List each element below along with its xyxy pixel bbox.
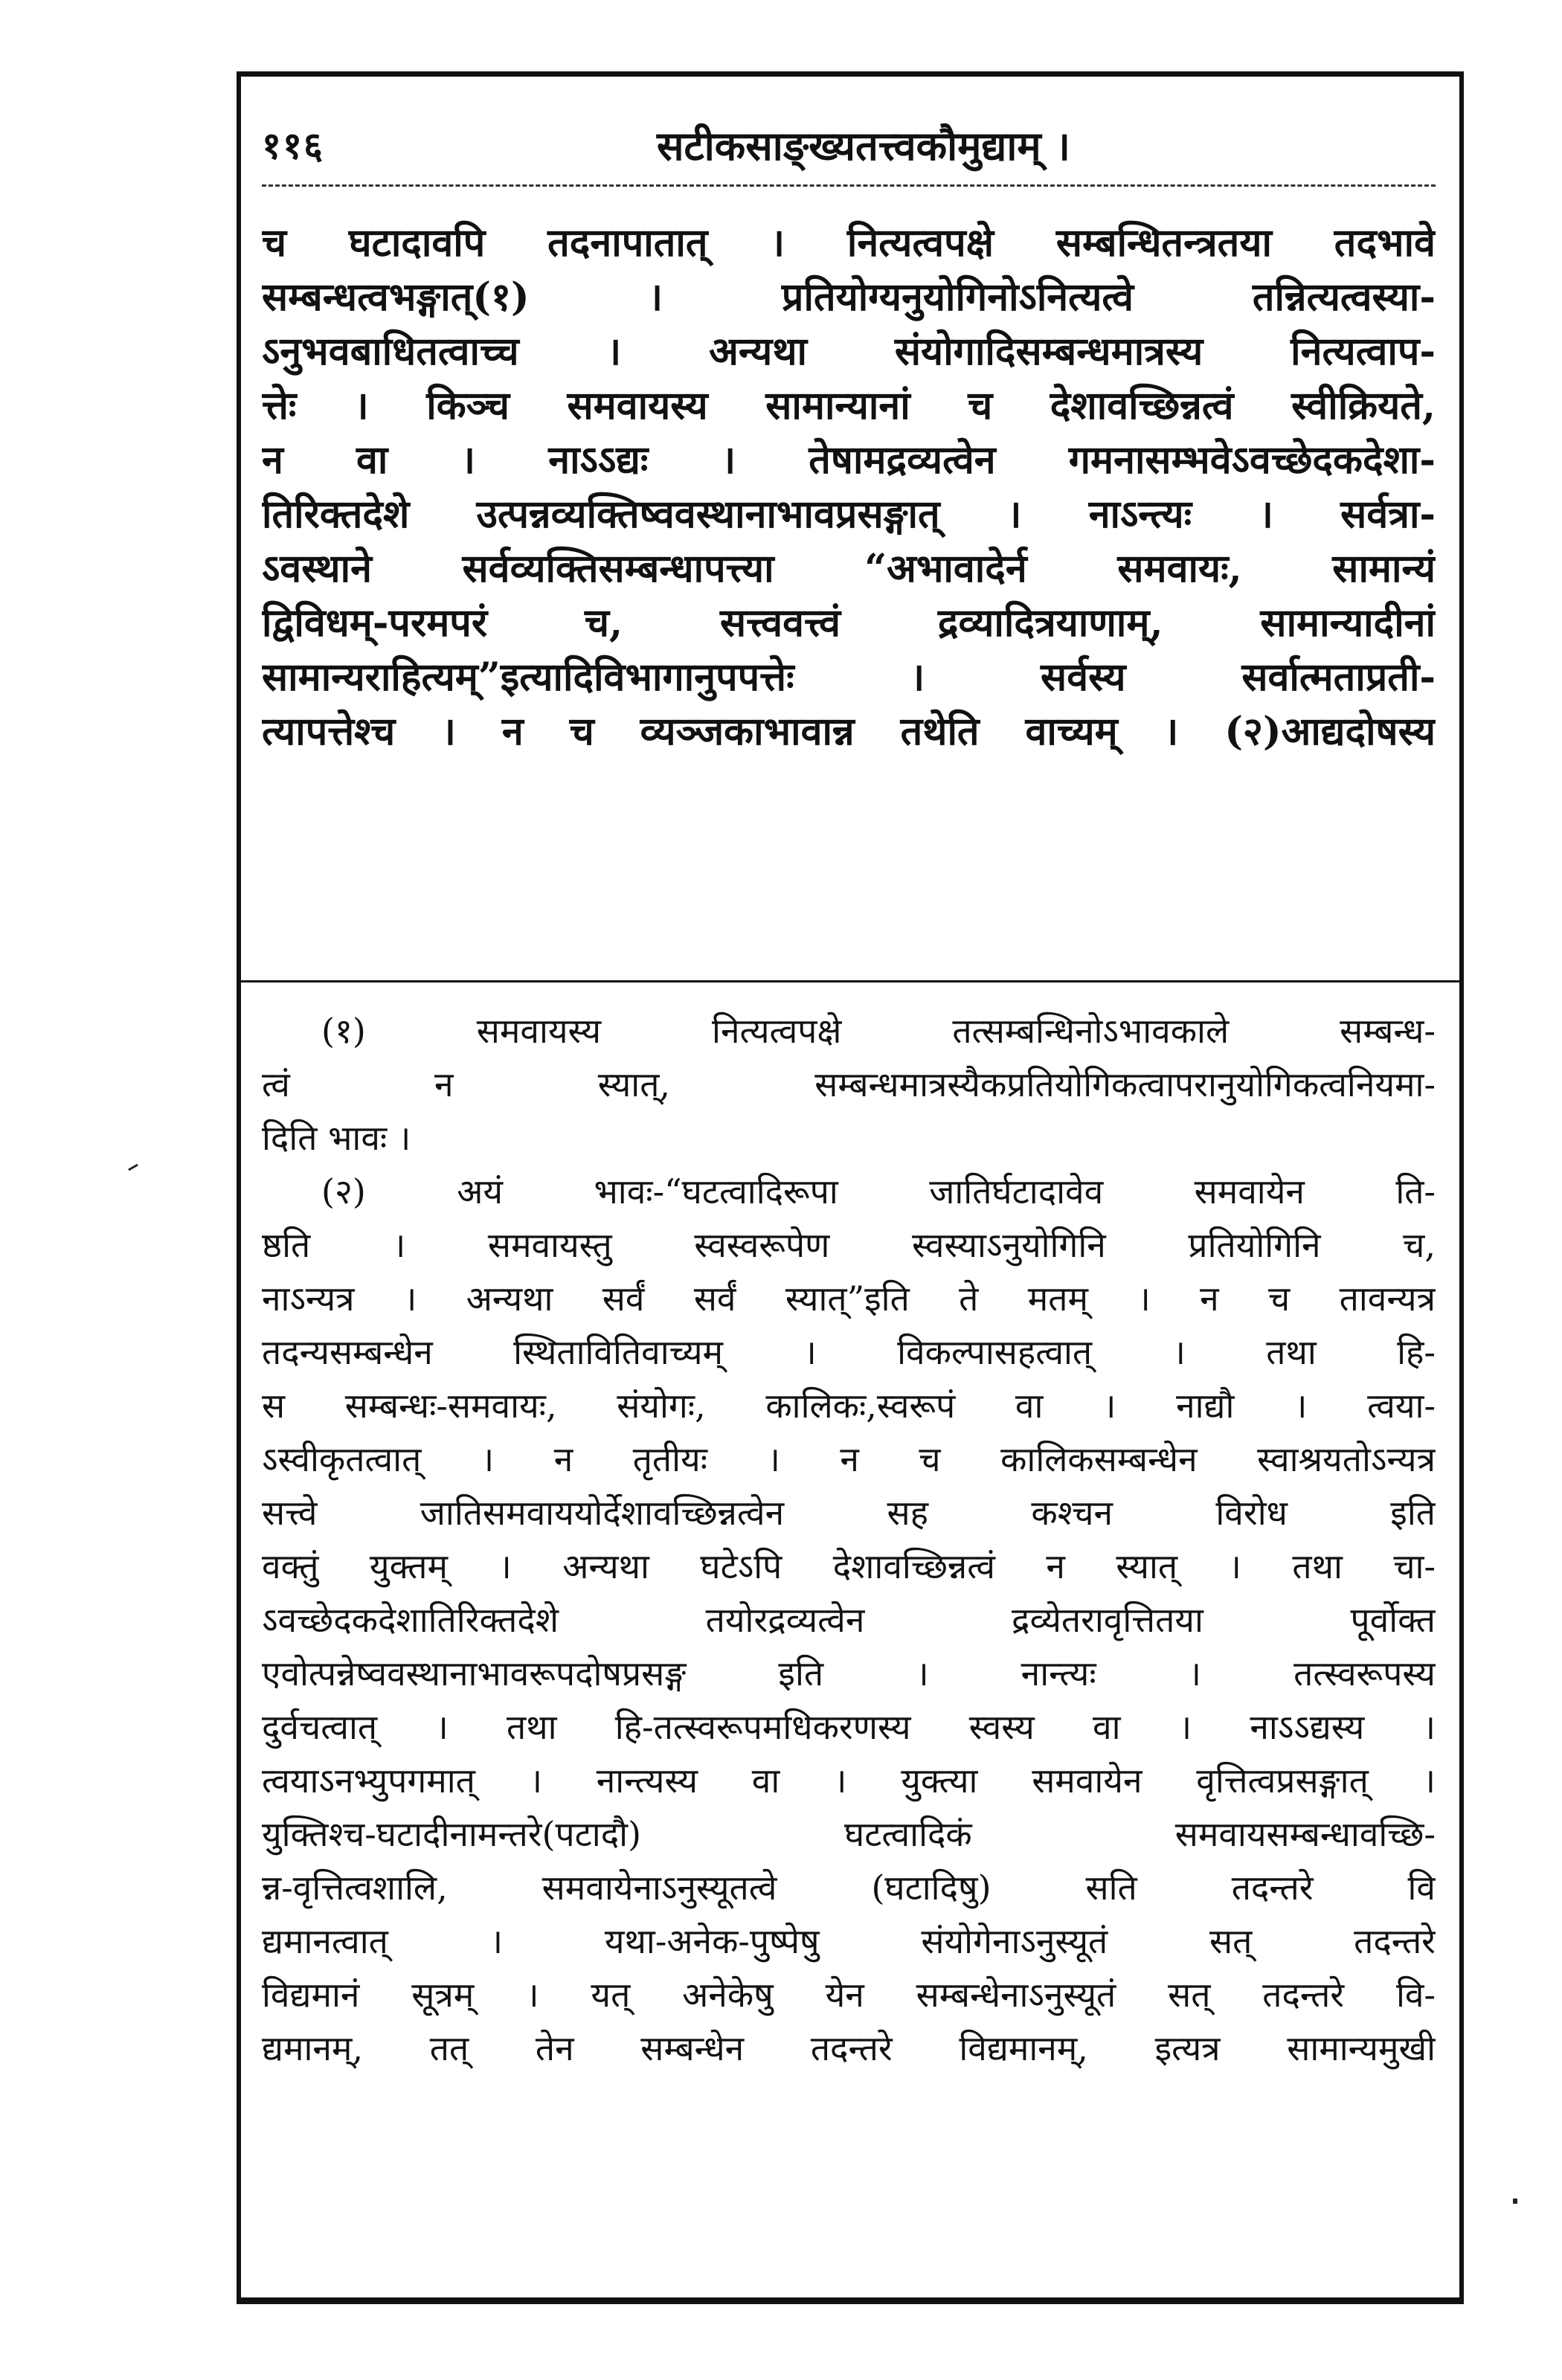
footnote-line: त्वयाऽनभ्युपगमात् । नान्त्यस्य वा । युक्त्या समवायेन वृत्तित्वप्रसङ्गात् ।	[262, 1760, 1436, 1801]
footnote-line: ष्ठति । समवायस्तु स्वस्वरूपेण स्वस्याऽनुयोगिनि प्रतियोगिनि च,	[262, 1225, 1436, 1265]
main-text-line: तिरिक्तदेशे उत्पन्नव्यक्तिष्ववस्थानाभावप्रसङ्गात् । नाऽन्त्यः । सर्वत्रा-	[262, 492, 1436, 537]
main-text-line: त्यापत्तेश्च । न च व्यञ्जकाभावान्न तथेति वाच्यम् । (२)आद्यदोषस्य	[262, 709, 1436, 754]
footnote-line: वक्तुं युक्तम् । अन्यथा घटेऽपि देशावच्छिन्नत्वं न स्यात् । तथा चा-	[262, 1546, 1436, 1586]
footnotes	[262, 1004, 1436, 2075]
scan-mark	[1513, 2199, 1517, 2204]
page-header	[262, 110, 1436, 178]
footnote-line: तदन्यसम्बन्धेन स्थितावितिवाच्यम् । विकल्पासहत्वात् । तथा हि-	[262, 1332, 1436, 1372]
footnote-line: नाऽन्यत्र । अन्यथा सर्वं सर्वं स्यात्”इति ते मतम् । न च तावन्यत्र	[262, 1279, 1436, 1319]
main-text-line: च घटादावपि तदनापातात् । नित्यत्वपक्षे सम्बन्धितन्त्रतया तदभावे	[262, 220, 1436, 266]
header-rule	[262, 184, 1436, 187]
footnote-line: विद्यमानं सूत्रम् । यत् अनेकेषु येन सम्बन्धेनाऽनुस्यूतं सत् तदन्तरे वि-	[262, 1975, 1436, 2015]
footnote-line: त्वं न स्यात्, सम्बन्धमात्रस्यैकप्रतियोगिकत्वापरानुयोगिकत्वनियमा-	[262, 1064, 1436, 1104]
main-text-line: न वा । नाऽऽद्यः । तेषामद्रव्यत्वेन गमनासम्भवेऽवच्छेदकदेशा-	[262, 437, 1436, 483]
footnote-line: युक्तिश्च-घटादीनामन्तरे(पटादौ) घटत्वादिकं समवायसम्बन्धावच्छि-	[262, 1814, 1436, 1854]
footnote-line: दिति भावः ।	[262, 1118, 411, 1158]
main-text	[262, 216, 1436, 759]
footnote-line: (१) समवायस्य नित्यत्वपक्षे तत्सम्बन्धिनोऽभावकाले सम्बन्ध-	[321, 1011, 1436, 1051]
footnote-line: दुर्वचत्वात् । तथा हि-तत्स्वरूपमधिकरणस्य स्वस्य वा । नाऽऽद्यस्य ।	[262, 1707, 1436, 1747]
main-text-line: द्विविधम्-परमपरं च, सत्त्ववत्त्वं द्रव्यादित्रयाणाम्, सामान्यादीनां	[262, 600, 1436, 646]
main-text-line: ऽवस्थाने सर्वव्यक्तिसम्बन्धापत्त्या “अभावादेर्न समवायः, सामान्यं	[262, 546, 1436, 591]
running-title: सटीकसाङ्ख्यतत्त्वकौमुद्याम् ।	[657, 122, 1070, 170]
main-text-line: त्तेः । किञ्च समवायस्य सामान्यानां च देशावच्छिन्नत्वं स्वीक्रियते,	[262, 383, 1436, 428]
footnote-line: द्यमानत्वात् । यथा-अनेक-पुष्पेषु संयोगेनाऽनुस्यूतं सत् तदन्तरे	[262, 1921, 1436, 1961]
main-text-line: सम्बन्धत्वभङ्गात्(१) । प्रतियोग्यनुयोगिनोऽनित्यत्वे तन्नित्यत्वस्या-	[262, 274, 1436, 320]
page-number: ११६	[262, 123, 324, 167]
footnote-rule	[237, 980, 1464, 982]
scan-mark	[128, 1164, 138, 1171]
main-text-line: सामान्यराहित्यम्”इत्यादिविभागानुपपत्तेः । सर्वस्य सर्वात्मताप्रती-	[262, 654, 1436, 700]
footnote-line: (२) अयं भावः-“घटत्वादिरूपा जातिर्घटादावेव समवायेन ति-	[321, 1171, 1436, 1212]
footnote-line: न्न-वृत्तित्वशालि, समवायेनाऽनुस्यूतत्वे (घटादिषु) सति तदन्तरे वि	[262, 1868, 1436, 1908]
main-text-line: ऽनुभवबाधितत्वाच्च । अन्यथा संयोगादिसम्बन्धमात्रस्य नित्यत्वाप-	[262, 329, 1436, 374]
footnote-line: ऽवच्छेदकदेशातिरिक्तदेशे तयोरद्रव्यत्वेन द्रव्येतरावृत्तितया पूर्वोक्त	[262, 1600, 1436, 1640]
footnote-line: सत्त्वे जातिसमवाययोर्देशावच्छिन्नत्वेन सह कश्चन विरोध इति	[262, 1493, 1436, 1533]
footnote-line: स सम्बन्धः-समवायः, संयोगः, कालिकः,स्वरूपं वा । नाद्यौ । त्वया-	[262, 1386, 1436, 1426]
footnote-line: द्यमानम्, तत् तेन सम्बन्धेन तदन्तरे विद्यमानम्, इत्यत्र सामान्यमुखी	[262, 2028, 1436, 2068]
footnote-line: ऽस्वीकृतत्वात् । न तृतीयः । न च कालिकसम्बन्धेन स्वाश्रयतोऽन्यत्र	[262, 1439, 1436, 1479]
footnote-line: एवोत्पन्नेष्ववस्थानाभावरूपदोषप्रसङ्ग इति । नान्त्यः । तत्स्वरूपस्य	[262, 1653, 1436, 1694]
